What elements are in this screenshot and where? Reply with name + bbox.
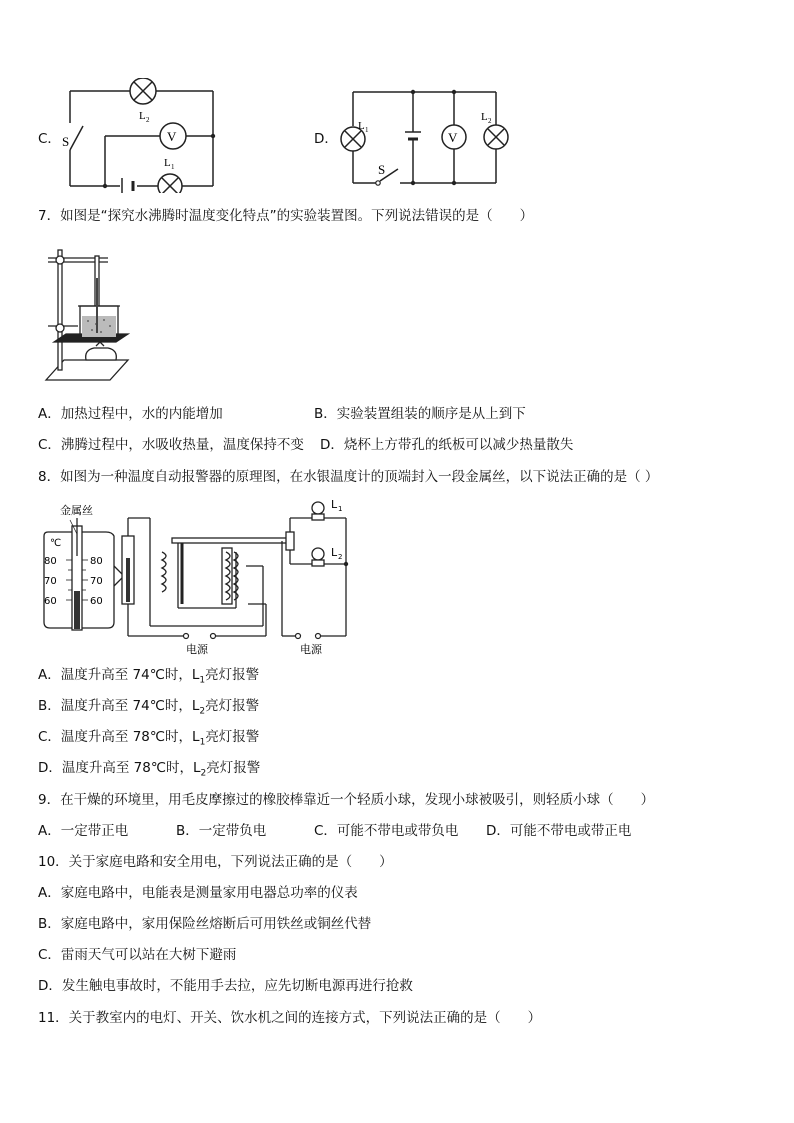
q6-option-c-circuit xyxy=(55,78,225,193)
q8-power-left-label: 电源 xyxy=(186,643,208,656)
q8-option-c-sub: 1 xyxy=(199,737,206,748)
q8-option-a-text: A．温度升高至 74℃时，L xyxy=(38,667,200,683)
q8-option-c-tail: 亮灯报警 xyxy=(205,729,260,745)
q8-option-d-text: D．温度升高至 78℃时，L xyxy=(38,760,201,776)
q6c-l2-sub: 2 xyxy=(146,116,150,124)
q6c-voltmeter-letter: V xyxy=(167,129,177,144)
q8-option-d-tail: 亮灯报警 xyxy=(206,760,261,776)
q8-tick-60-left: 60 xyxy=(44,596,57,607)
q8-option-c-text: C．温度升高至 78℃时，L xyxy=(38,729,200,745)
q6d-l2-label: L xyxy=(481,111,488,123)
q10-option-d[interactable]: D．发生触电事故时，不能用手去拉，应先切断电源再进行抢救 xyxy=(38,978,413,994)
q7-option-d[interactable]: D．烧杯上方带孔的纸板可以减少热量散失 xyxy=(320,437,574,453)
q6d-l1-label: L xyxy=(358,120,365,132)
q9-option-c[interactable]: C．可能不带电或带负电 xyxy=(314,823,459,839)
q8-option-b-text: B．温度升高至 74℃时，L xyxy=(38,698,200,714)
q8-alarm-circuit-figure xyxy=(38,496,358,658)
q8-option-d[interactable] xyxy=(38,759,260,783)
q9-option-b[interactable]: B．一定带负电 xyxy=(176,823,267,839)
q6c-l1-sub: 1 xyxy=(171,163,175,171)
q11-stem: 11．关于教室内的电灯、开关、饮水机之间的连接方式，下列说法正确的是（ ） xyxy=(38,1010,542,1026)
q6c-switch-label: S xyxy=(62,134,70,149)
q8-tick-70-right: 70 xyxy=(90,576,103,587)
q9-option-a[interactable]: A．一定带正电 xyxy=(38,823,129,839)
q8-option-a-tail: 亮灯报警 xyxy=(205,667,260,683)
q8-lamp2-sub: 2 xyxy=(338,553,343,561)
q8-tick-70-left: 70 xyxy=(44,576,57,587)
q6c-l2-label: L xyxy=(139,110,146,122)
q8-option-b[interactable] xyxy=(38,697,259,721)
q8-option-d-sub: 2 xyxy=(200,768,207,779)
q8-unit-label: ℃ xyxy=(50,538,62,549)
q8-option-a-sub: 1 xyxy=(199,675,206,686)
q6d-l2-sub: 2 xyxy=(488,117,492,125)
q6d-voltmeter-letter: V xyxy=(448,130,458,145)
q8-option-c[interactable] xyxy=(38,728,259,752)
q8-tick-80-left: 80 xyxy=(44,556,57,567)
q8-option-b-tail: 亮灯报警 xyxy=(205,698,260,714)
q10-option-c[interactable]: C．雷雨天气可以站在大树下避雨 xyxy=(38,947,237,963)
q6-option-d-circuit xyxy=(338,82,513,192)
q10-option-b[interactable]: B．家庭电路中，家用保险丝熔断后可用铁丝或铜丝代替 xyxy=(38,916,372,932)
q7-stem: 7．如图是“探究水沸腾时温度变化特点”的实验装置图。下列说法错误的是（ ） xyxy=(38,208,534,224)
q8-lamp1-sub: 1 xyxy=(338,505,343,513)
q8-stem: 8．如图为一种温度自动报警器的原理图，在水银温度计的顶端封入一段金属丝，以下说法正确的是（ ） xyxy=(38,469,659,485)
q8-tick-80-right: 80 xyxy=(90,556,103,567)
q6d-l1-sub: 1 xyxy=(365,126,369,134)
q8-wire-label: 金属丝 xyxy=(60,504,93,517)
q7-option-a[interactable]: A．加热过程中，水的内能增加 xyxy=(38,406,223,422)
q6d-switch-label: S xyxy=(378,162,386,177)
q9-option-d[interactable]: D．可能不带电或带正电 xyxy=(486,823,632,839)
q8-option-b-sub: 2 xyxy=(199,706,206,717)
q7-boiling-apparatus-figure xyxy=(38,238,138,388)
q8-power-right-label: 电源 xyxy=(300,643,322,656)
q9-stem: 9．在干燥的环境里，用毛皮摩擦过的橡胶棒靠近一个轻质小球，发现小球被吸引，则轻质小球（ ） xyxy=(38,792,655,808)
q7-option-c[interactable]: C．沸腾过程中，水吸收热量，温度保持不变 xyxy=(38,437,304,453)
q6-option-d-label[interactable]: D． xyxy=(314,131,338,147)
q10-stem: 10．关于家庭电路和安全用电，下列说法正确的是（ ） xyxy=(38,854,393,870)
q10-option-a[interactable]: A．家庭电路中，电能表是测量家用电器总功率的仪表 xyxy=(38,885,358,901)
q6-option-c-label[interactable]: C． xyxy=(38,131,61,147)
q8-option-a[interactable] xyxy=(38,666,259,690)
q8-lamp1-label: L xyxy=(331,498,338,511)
q8-lamp2-label: L xyxy=(331,546,338,559)
q7-option-b[interactable]: B．实验装置组装的顺序是从上到下 xyxy=(314,406,526,422)
q6c-l1-label: L xyxy=(164,157,171,169)
q8-tick-60-right: 60 xyxy=(90,596,103,607)
